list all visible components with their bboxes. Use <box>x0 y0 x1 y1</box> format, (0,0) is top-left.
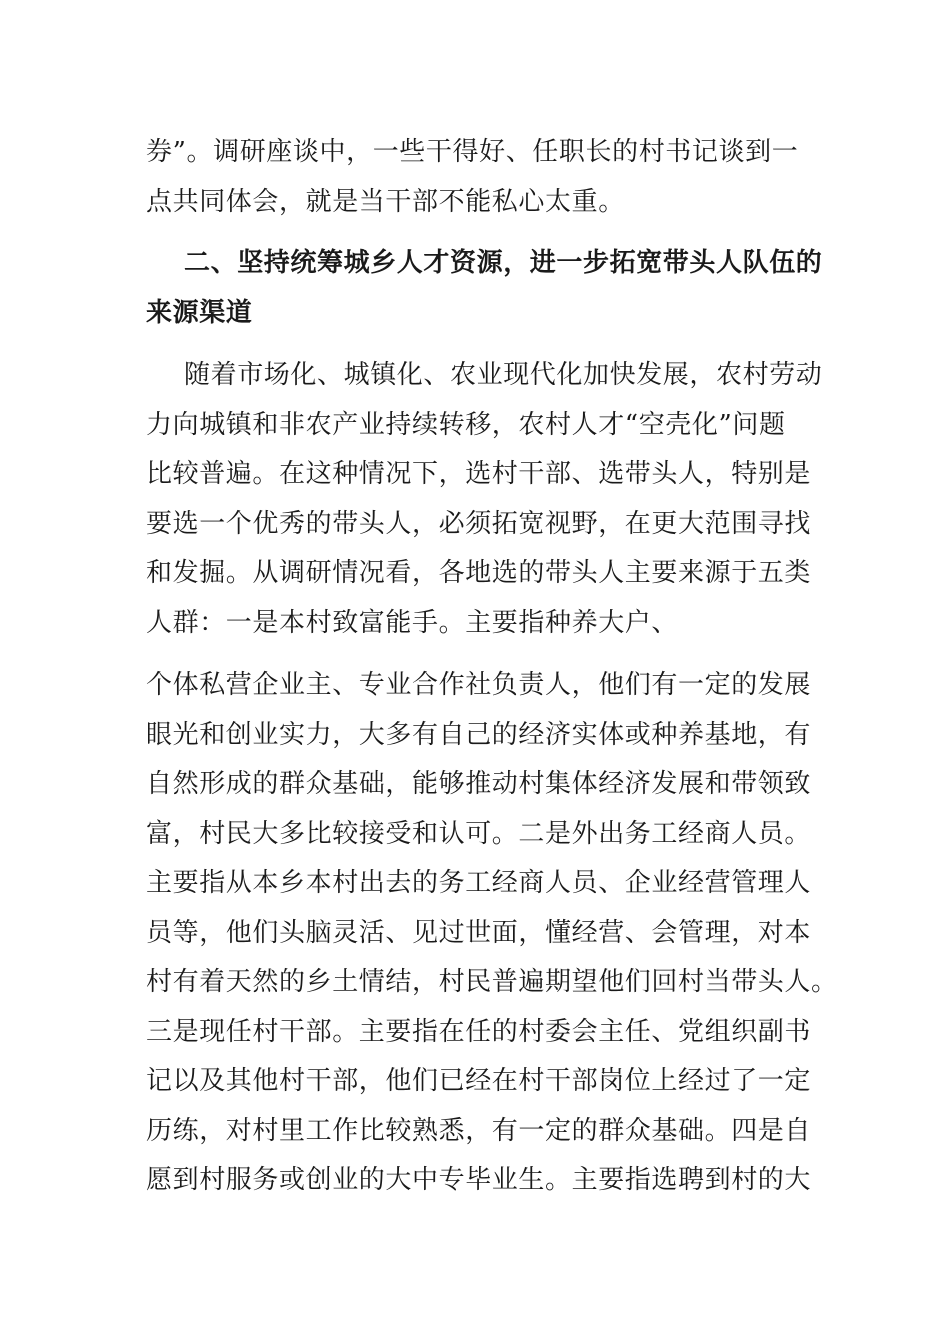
text-line: 村有着天然的乡土情结，村民普遍期望他们回村当带头人。 <box>146 967 838 997</box>
paragraph-continued <box>146 128 806 227</box>
text-line: 眼光和创业实力，大多有自己的经济实体或种养基地，有 <box>146 719 812 750</box>
text-line: 三是现任村干部。主要指在任的村委会主任、党组织副书 <box>146 1016 812 1047</box>
text-line: 主要指从本乡本村出去的务工经商人员、企业经营管理人 <box>146 868 812 898</box>
section-heading <box>146 239 823 338</box>
paragraph-intro <box>146 351 823 648</box>
heading-line: 来源渠道 <box>146 297 253 328</box>
text-line: 力向城镇和非农产业持续转移，农村人才“空壳化”问题 <box>146 409 786 440</box>
paragraph-sources <box>146 661 838 1206</box>
heading-line: 二、坚持统筹城乡人才资源，进一步拓宽带头人队伍的 <box>184 248 823 278</box>
text-line: 记以及其他村干部，他们已经在村干部岗位上经过了一定 <box>146 1066 812 1096</box>
text-line: 要选一个优秀的带头人，必须拓宽视野，在更大范围寻找 <box>146 508 812 539</box>
text-line: 历练，对村里工作比较熟悉，有一定的群众基础。四是自 <box>146 1115 812 1146</box>
text-line: 点共同体会，就是当干部不能私心太重。 <box>146 186 625 217</box>
text-line: 比较普遍。在这种情况下，选村干部、选带头人，特别是 <box>146 459 812 489</box>
text-line: 愿到村服务或创业的大中专毕业生。主要指选聘到村的大 <box>146 1165 812 1195</box>
text-line: 随着市场化、城镇化、农业现代化加快发展，农村劳动 <box>184 360 823 390</box>
text-line: 个体私营企业主、专业合作社负责人，他们有一定的发展 <box>146 670 812 700</box>
text-line: 自然形成的群众基础，能够推动村集体经济发展和带领致 <box>146 769 812 799</box>
text-line: 券”。调研座谈中，一些干得好、任职长的村书记谈到一 <box>146 137 799 167</box>
text-line: 和发掘。从调研情况看，各地选的带头人主要来源于五类 <box>146 558 812 588</box>
text-line: 人群：一是本村致富能手。主要指种养大户、 <box>146 607 679 638</box>
text-line: 富，村民大多比较接受和认可。二是外出务工经商人员。 <box>146 818 812 849</box>
text-line: 员等，他们头脑灵活、见过世面，懂经营、会管理，对本 <box>146 917 812 948</box>
